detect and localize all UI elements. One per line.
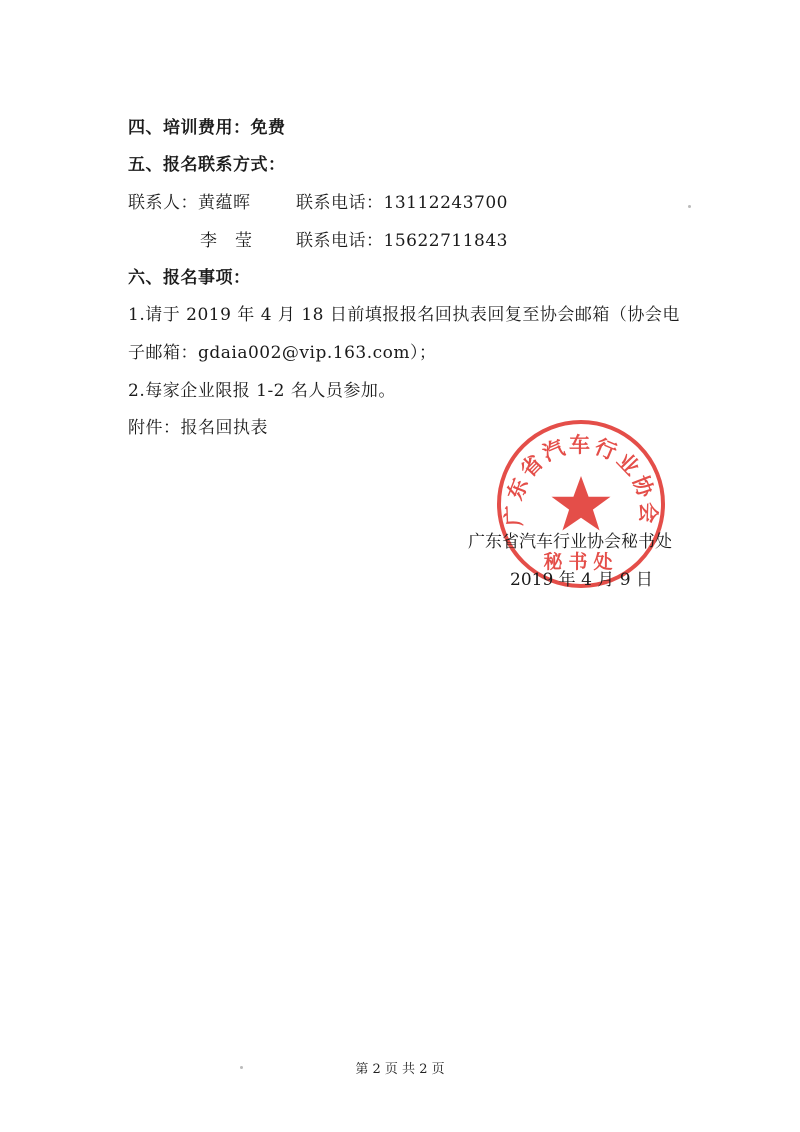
official-seal-icon (495, 418, 667, 590)
seal-inner-text: 秘书处 (543, 551, 619, 573)
seal-star-icon (552, 476, 611, 531)
signature-date: 2019 年 4 月 9 日 (510, 570, 653, 590)
contact-1-phone: 联系电话：13112243700 (296, 193, 508, 213)
registration-item-2: 2.每家企业限报 1-2 名人员参加。 (128, 381, 396, 401)
registration-item-1-line-1: 1.请于 2019 年 4 月 18 日前填报报名回执表回复至协会邮箱（协会电 (128, 305, 680, 325)
attachment-note: 附件：报名回执表 (128, 418, 268, 438)
registration-heading: 六、报名事项： (128, 268, 251, 288)
registration-item-1-line-2: 子邮箱：gdaia002@vip.163.com）； (128, 343, 437, 363)
contact-row-1 (128, 193, 508, 213)
scan-speck (688, 205, 691, 208)
contact-2-phone: 联系电话：15622711843 (296, 231, 508, 251)
page-number: 第 2 页 共 2 页 (355, 1062, 445, 1077)
contact-row-2 (128, 231, 508, 251)
contact-1-name: 联系人：黄蕴晖 (128, 193, 251, 213)
contact-2-name: 李 莹 (200, 231, 253, 251)
contact-heading: 五、报名联系方式： (128, 155, 286, 175)
signature-org: 广东省汽车行业协会秘书处 (468, 532, 672, 552)
fee-heading: 四、培训费用：免费 (128, 118, 286, 138)
seal-outer-text: 广东省汽车行业协会 (501, 432, 661, 527)
scan-speck (240, 1066, 243, 1069)
